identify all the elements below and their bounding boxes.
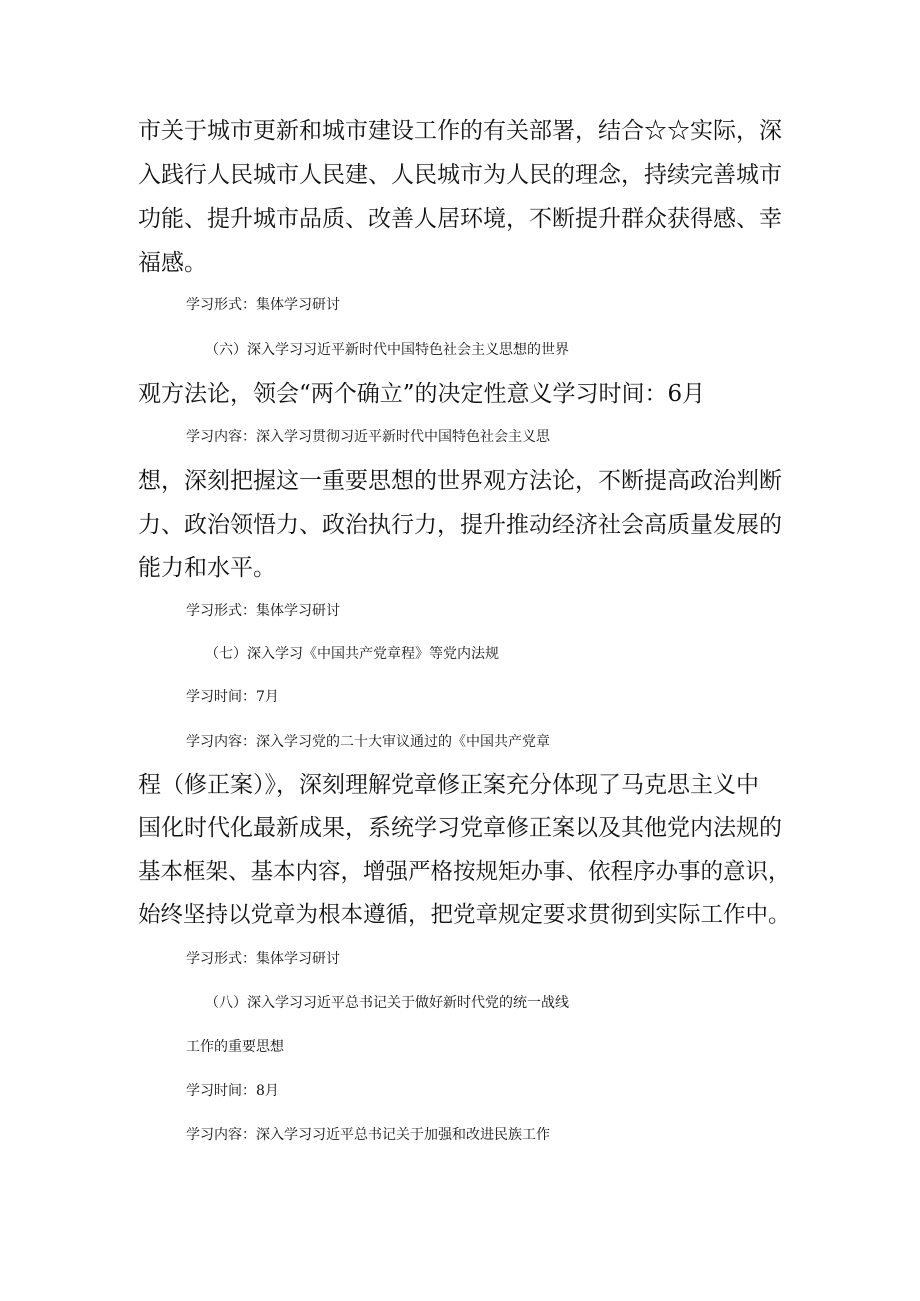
study-format-line: 学习形式：集体学习研讨	[186, 297, 340, 313]
paragraph-line: 想，深刻把握这一重要思想的世界观方法论，不断提高政治判断	[138, 468, 782, 494]
study-time-line: 学习时间：8月	[186, 1083, 279, 1099]
study-content-line: 学习内容：深入学习习近平总书记关于加强和改进民族工作	[186, 1127, 550, 1143]
section-heading-6: （六）深入学习习近平新时代中国特色社会主义思想的世界	[205, 342, 569, 358]
study-content-line: 学习内容：深入学习党的二十大审议通过的《中国共产党章	[186, 734, 550, 750]
paragraph-line: 市关于城市更新和城市建设工作的有关部署，结合☆☆实际，深	[138, 118, 782, 144]
paragraph-line: 基本框架、基本内容，增强严格按规矩办事、依程序办事的意识，	[138, 859, 791, 885]
paragraph-line: 福感。	[138, 250, 207, 276]
section-heading-8-cont: 工作的重要思想	[186, 1039, 284, 1055]
section-heading-7: （七）深入学习《中国共产党章程》等党内法规	[205, 646, 499, 662]
study-format-line: 学习形式：集体学习研讨	[186, 603, 340, 619]
paragraph-line: 始终坚持以党章为根本遵循，把党章规定要求贯彻到实际工作中。	[138, 902, 791, 928]
study-time-line: 学习时间：7月	[186, 689, 279, 705]
study-content-line: 学习内容：深入学习贯彻习近平新时代中国特色社会主义思	[186, 429, 550, 445]
study-format-line: 学习形式：集体学习研讨	[186, 951, 340, 967]
paragraph-line: 能力和水平。	[138, 555, 276, 581]
paragraph-line: 力、政治领悟力、政治执行力，提升推动经济社会高质量发展的	[138, 512, 782, 538]
section-heading-6-cont: 观方法论，领会“两个确立”的决定性意义学习时间：6月	[138, 381, 706, 407]
paragraph-line: 功能、提升城市品质、改善人居环境，不断提升群众获得感、幸	[138, 206, 782, 232]
paragraph-line: 入践行人民城市人民建、人民城市为人民的理念，持续完善城市	[138, 162, 782, 188]
paragraph-line: 国化时代化最新成果，系统学习党章修正案以及其他党内法规的	[138, 815, 782, 841]
section-heading-8: （八）深入学习习近平总书记关于做好新时代党的统一战线	[205, 995, 569, 1011]
paragraph-line: 程（修正案）》，深刻理解党章修正案充分体现了马克思主义中	[138, 772, 759, 798]
